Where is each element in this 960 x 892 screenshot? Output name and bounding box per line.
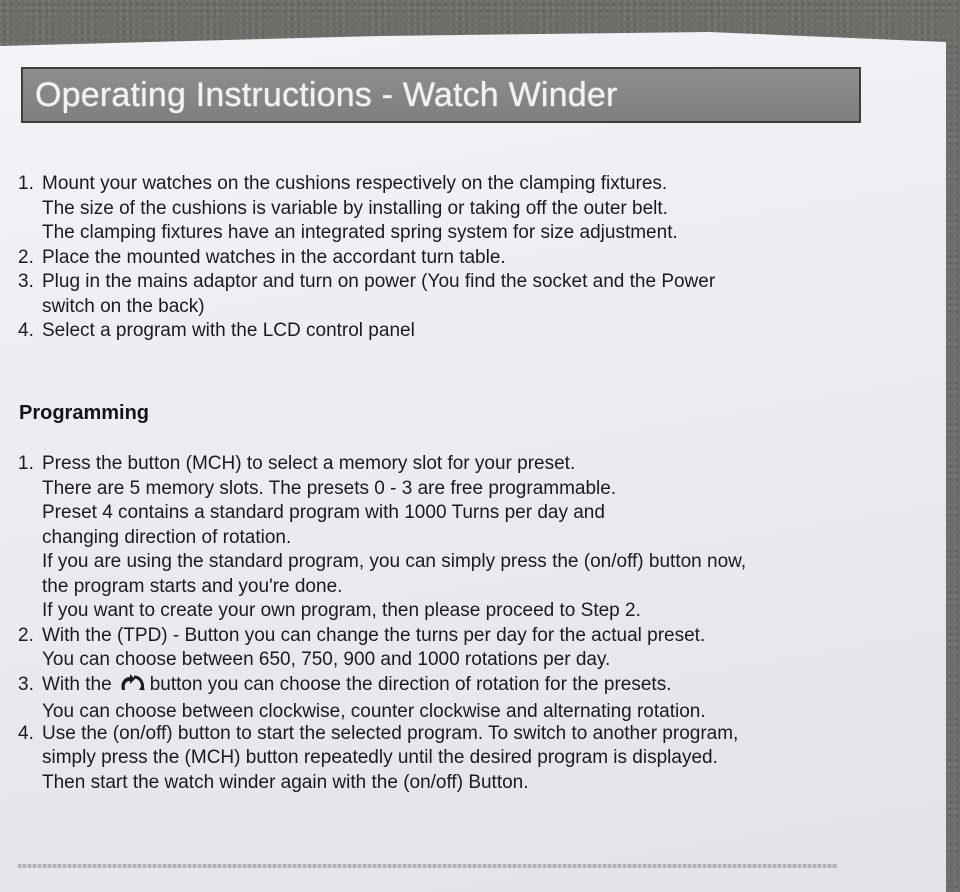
- programming-step-2-text: With the (TPD) - Button you can change the turns per day for the actual preset.: [42, 624, 706, 646]
- programming-step-2: 2. With the (TPD) - Button you can change the turns per day for the actual preset. You can choose between 650, 750, 900 and 1000 rotations per day.: [18, 624, 705, 673]
- programming-step-3-text-after-icon: button you can choose the direction of rotation for the presets.: [149, 673, 672, 695]
- document-title: Operating Instructions - Watch Winder: [35, 76, 618, 114]
- instruction-item-4-text: Select a program with the LCD control panel: [42, 320, 415, 341]
- programming-step-1-line-7: If you want to create your own program, then please proceed to Step 2.: [42, 600, 641, 621]
- programming-step-1-line-6: the program starts and you're done.: [42, 575, 343, 597]
- programming-step-4-text: Use the (on/off) button to start the selected program. To switch to another program,: [42, 722, 739, 744]
- programming-step-4-line-2: simply press the (MCH) button repeatedly until the desired program is displayed.: [42, 747, 718, 768]
- programming-step-3-line-2: You can choose between clockwise, counter clockwise and alternating rotation.: [42, 701, 706, 722]
- instruction-item-1-line-2: The size of the cushions is variable by installing or taking off the outer belt.: [42, 197, 668, 219]
- programming-step-1: 1. Press the button (MCH) to select a memory slot for your preset. There are 5 memory slots. The presets 0 - 3 are free programmable. Preset 4 contains a standard program with 1000 Turns per day and changing direction of rotation. If you are using the standard program, you can simply press the (on/off) button now, the program starts and you're done. If you want to create your own program, then please proceed to Step 2.: [18, 452, 746, 624]
- programming-heading: Programming: [19, 402, 150, 424]
- instruction-item-1-text: Mount your watches on the cushions respectively on the clamping fixtures.: [42, 173, 668, 194]
- instruction-item-3-text: Plug in the mains adaptor and turn on power (You find the socket and the Power: [42, 271, 716, 292]
- programming-step-1-line-2: There are 5 memory slots. The presets 0 - 3 are free programmable.: [42, 477, 617, 499]
- instruction-item-3: 3. Plug in the mains adaptor and turn on power (You find the socket and the Power switch on the back): [18, 270, 715, 319]
- instruction-item-1: 1. Mount your watches on the cushions respectively on the clamping fixtures. The size of the cushions is variable by installing or taking off the outer belt. The clamping fixtures have an integrated spring system for size adjustment.: [18, 172, 678, 246]
- programming-step-4: 4. Use the (on/off) button to start the selected program. To switch to another program, simply press the (MCH) button repeatedly until the desired program is displayed. Then start the watch winder again with the (on/off) Button.: [18, 722, 738, 796]
- rotation-direction-icon: [118, 673, 146, 701]
- programming-step-2-line-2: You can choose between 650, 750, 900 and 1000 rotations per day.: [42, 649, 611, 670]
- programming-step-1-line-3: Preset 4 contains a standard program with 1000 Turns per day and: [42, 502, 605, 523]
- programming-step-3-text-before-icon: With the: [42, 673, 112, 695]
- instruction-item-2-text: Place the mounted watches in the accordant turn table.: [42, 246, 506, 268]
- programming-step-1-text: Press the button (MCH) to select a memory slot for your preset.: [42, 453, 576, 474]
- programming-step-1-line-4: changing direction of rotation.: [42, 526, 292, 548]
- programming-step-1-line-5: If you are using the standard program, you can simply press the (on/off) button now,: [42, 551, 747, 572]
- programming-step-3: 3. With the button you can choose the direction of rotation for the presets. You can choose between clockwise, counter clockwise and alternating rotation.: [18, 673, 706, 725]
- bottom-divider: [18, 864, 838, 868]
- instruction-item-1-line-3: The clamping fixtures have an integrated spring system for size adjustment.: [42, 222, 678, 243]
- instruction-item-4: 4. Select a program with the LCD control panel: [18, 320, 415, 341]
- title-banner: [21, 67, 861, 123]
- programming-step-4-line-3: Then start the watch winder again with the (on/off) Button.: [42, 771, 529, 793]
- instruction-item-2: 2. Place the mounted watches in the accordant turn table.: [18, 246, 506, 268]
- instruction-item-3-line-2: switch on the back): [42, 295, 205, 317]
